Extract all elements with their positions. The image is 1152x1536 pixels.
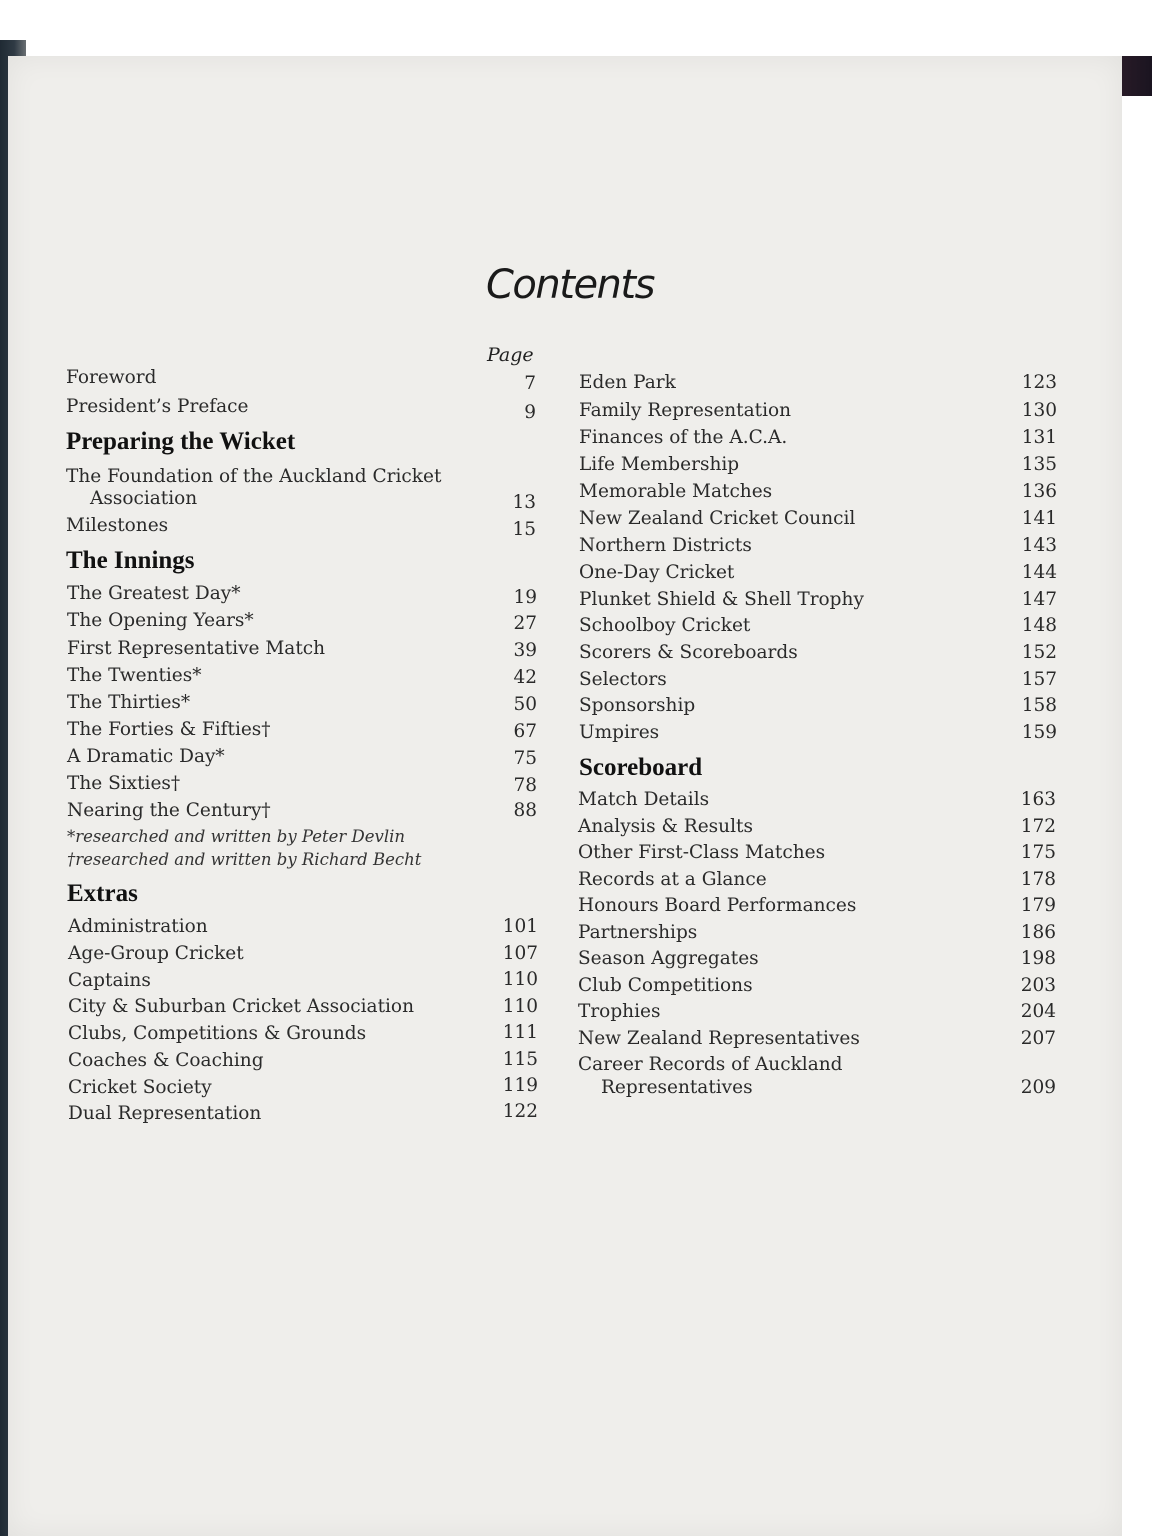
toc-entry-page: 152	[1021, 642, 1057, 663]
toc-entry-label: City & Suburban Cricket Association	[68, 996, 414, 1017]
toc-entry-page: 88	[513, 800, 537, 821]
toc-entry-page: 163	[1020, 789, 1056, 810]
toc-entry-label: New Zealand Representatives	[578, 1028, 860, 1049]
toc-entry-page: 130	[1021, 400, 1057, 421]
toc-entry-page: 9	[524, 402, 536, 423]
toc-entry-label: Plunket Shield & Shell Trophy	[579, 589, 864, 610]
toc-entry-page: 111	[502, 1022, 538, 1043]
toc-entry-page: 141	[1021, 508, 1057, 529]
toc-entry-label: Selectors	[579, 669, 667, 690]
toc-entry-label: Administration	[68, 916, 208, 937]
toc-entry-page: 42	[513, 667, 537, 688]
toc-entry-page: 27	[513, 613, 537, 634]
toc-entry-page: 115	[502, 1049, 538, 1070]
toc-entry-label: Trophies	[578, 1001, 661, 1022]
toc-entry-label: The Greatest Day*	[67, 583, 241, 604]
toc-entry-page: 175	[1020, 842, 1056, 863]
toc-entry-label: Dual Representation	[68, 1103, 262, 1124]
toc-entry-label: Coaches & Coaching	[68, 1050, 264, 1071]
toc-entry-label: Schoolboy Cricket	[579, 615, 751, 636]
section-heading: Extras	[67, 880, 138, 907]
toc-entry-label: Career Records of Auckland	[578, 1054, 843, 1075]
toc-entry-label-continued: Association	[90, 488, 198, 509]
toc-entry-label: The Sixties†	[67, 773, 181, 794]
toc-entry-page: 204	[1020, 1001, 1056, 1022]
toc-entry-label: Foreword	[66, 367, 157, 388]
toc-entry-label: Life Membership	[579, 454, 740, 475]
toc-entry-page: 13	[512, 492, 536, 513]
toc-entry-page: 123	[1021, 372, 1057, 393]
toc-entry-page: 7	[524, 373, 536, 394]
toc-entry-page: 67	[513, 721, 537, 742]
toc-entry-label: The Opening Years*	[67, 610, 254, 631]
toc-entry-page: 122	[502, 1101, 538, 1122]
toc-entry-label: Partnerships	[578, 922, 698, 943]
toc-entry-label: Memorable Matches	[579, 481, 773, 502]
toc-entry-page: 209	[1020, 1077, 1056, 1098]
toc-entry-page: 107	[502, 943, 538, 964]
toc-entry-page: 78	[513, 775, 537, 796]
toc-entry-page: 110	[502, 969, 538, 990]
toc-entry-page: 207	[1020, 1028, 1056, 1049]
toc-entry-page: 135	[1021, 454, 1057, 475]
toc-entry-label: Other First-Class Matches	[578, 842, 826, 863]
toc-entry-page: 186	[1020, 922, 1056, 943]
toc-entry-page: 15	[512, 519, 536, 540]
toc-entry-label: Milestones	[66, 515, 169, 536]
section-heading: Scoreboard	[579, 754, 703, 781]
toc-entry-label: One-Day Cricket	[579, 562, 735, 583]
toc-entry-page: 159	[1021, 722, 1057, 743]
toc-entry-page: 136	[1021, 481, 1057, 502]
toc-entry-label: Clubs, Competitions & Grounds	[68, 1023, 367, 1044]
toc-entry-page: 101	[502, 916, 538, 937]
toc-entry-page: 110	[502, 996, 538, 1017]
toc-entry-page: 158	[1021, 695, 1057, 716]
toc-entry-page: 157	[1021, 669, 1057, 690]
toc-entry-page: 144	[1021, 562, 1057, 583]
toc-entry-label: Captains	[68, 970, 151, 991]
toc-entry-label: Records at a Glance	[578, 869, 767, 890]
toc-entry-label: Honours Board Performances	[578, 895, 857, 916]
toc-entry-label: President’s Preface	[66, 396, 249, 417]
toc-entry-page: 39	[513, 640, 537, 661]
toc-entry-label: Umpires	[579, 722, 660, 743]
toc-entry-label: New Zealand Cricket Council	[579, 508, 856, 529]
section-heading: Preparing the Wicket	[66, 428, 296, 455]
toc-entry-label: The Twenties*	[67, 665, 202, 686]
toc-entry-label: Season Aggregates	[578, 948, 759, 969]
toc-entry-page: 172	[1020, 816, 1056, 837]
toc-entry-label: Family Representation	[579, 400, 792, 421]
toc-entry-label: Northern Districts	[579, 535, 752, 556]
toc-entry-label: Eden Park	[579, 372, 676, 393]
toc-entry-page: 75	[513, 748, 537, 769]
toc-entry-page: 143	[1021, 535, 1057, 556]
author-note: *researched and written by Peter Devlin	[67, 827, 406, 846]
toc-entry-label: Sponsorship	[579, 695, 696, 716]
toc-entry-label: Cricket Society	[68, 1077, 212, 1098]
toc-entry-label: The Forties & Fifties†	[67, 719, 271, 740]
toc-entry-page: 198	[1020, 948, 1056, 969]
section-heading: The Innings	[66, 547, 195, 574]
toc-entry-page: 147	[1021, 589, 1057, 610]
page-column-label: Page	[487, 344, 534, 366]
toc-entry-page: 119	[502, 1075, 538, 1096]
toc-entry-page: 19	[513, 587, 537, 608]
toc-entry-label-continued: Representatives	[601, 1077, 753, 1098]
toc-entry-label: Club Competitions	[578, 975, 753, 996]
toc-entry-page: 203	[1020, 975, 1056, 996]
author-note: †researched and written by Richard Becht	[67, 850, 422, 869]
toc-entry-label: First Representative Match	[67, 638, 326, 659]
toc-entry-label: Scorers & Scoreboards	[579, 642, 798, 663]
toc-entry-label: Analysis & Results	[578, 816, 753, 837]
toc-entry-label: Match Details	[578, 789, 710, 810]
toc-entry-page: 178	[1020, 869, 1056, 890]
page-title: Contents	[486, 262, 654, 308]
toc-entry-page: 50	[513, 694, 537, 715]
toc-entry-label: The Foundation of the Auckland Cricket	[66, 466, 442, 487]
toc-entry-page: 131	[1021, 427, 1057, 448]
toc-entry-label: Age-Group Cricket	[68, 943, 244, 964]
toc-entry-label: A Dramatic Day*	[67, 746, 225, 767]
toc-entry-label: Nearing the Century†	[67, 800, 271, 821]
toc-entry-page: 148	[1021, 615, 1057, 636]
toc-entry-label: Finances of the A.C.A.	[579, 427, 788, 448]
toc-entry-page: 179	[1020, 895, 1056, 916]
toc-entry-label: The Thirties*	[67, 692, 191, 713]
